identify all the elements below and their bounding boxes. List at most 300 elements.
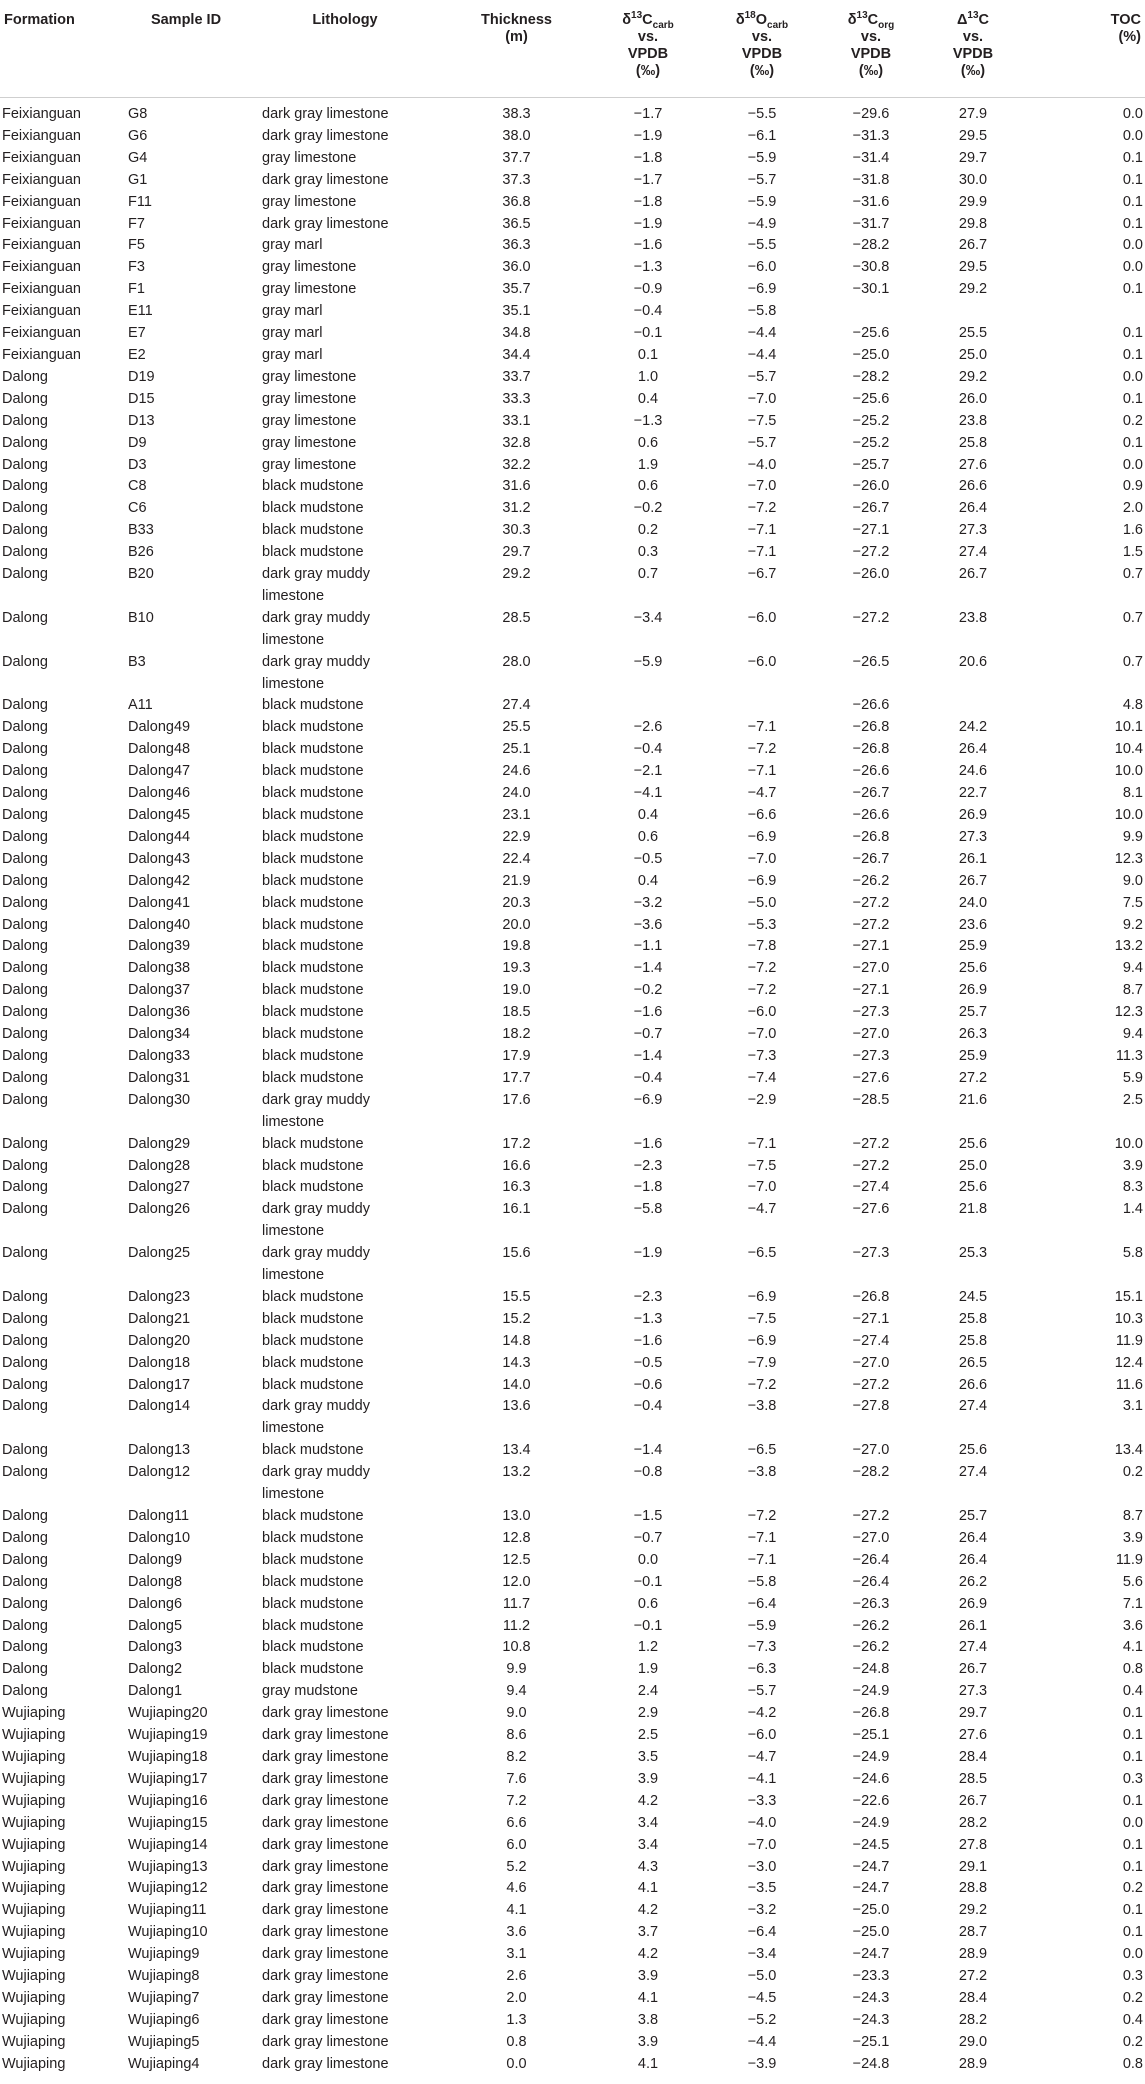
table-row	[0, 498, 1145, 520]
cell-toc: 12.3	[1114, 1004, 1143, 1021]
table-row	[0, 849, 1145, 871]
cell-formation: Dalong	[2, 916, 48, 933]
table-row	[0, 1309, 1145, 1331]
table-row	[0, 235, 1145, 257]
cell-d13c-carb: −2.1	[633, 763, 663, 780]
cell-d18o-carb: −7.3	[747, 1639, 777, 1656]
cell-d18o-carb: −6.9	[747, 281, 777, 298]
cell-formation: Wujiaping	[2, 1814, 66, 1831]
cell-toc: 3.9	[1122, 1157, 1143, 1174]
lithology-text: dark gray muddy limestone	[262, 1091, 370, 1130]
header-d18o-carb-line3: VPDB	[741, 46, 783, 62]
cell-d13c-carb: 4.3	[637, 1858, 659, 1875]
cell-lithology	[246, 1944, 444, 1966]
cell-thickness: 37.7	[502, 149, 531, 166]
header-cap-delta-line3: VPDB	[952, 46, 994, 62]
cell-d13c-carb: 3.7	[637, 1924, 659, 1941]
cell-formation: Wujiaping	[2, 1858, 66, 1875]
lithology-text: black mudstone	[262, 1069, 364, 1086]
cell-lithology	[246, 367, 444, 389]
cell-cap-delta-13c: 25.0	[958, 1157, 988, 1174]
table-row	[0, 1966, 1145, 1988]
cell-cap-delta-13c: 26.2	[958, 1573, 988, 1590]
cell-d18o-carb: −7.2	[747, 960, 777, 977]
table-row	[0, 1681, 1145, 1703]
cell-d18o-carb: −7.0	[747, 390, 777, 407]
cell-thickness: 31.2	[502, 500, 531, 517]
cell-toc: 0.2	[1122, 2033, 1143, 2050]
cell-d13c-carb: −0.9	[633, 281, 663, 298]
cell-toc: 1.6	[1122, 522, 1143, 539]
lithology-text: dark gray limestone	[262, 1748, 389, 1765]
lithology-text: black mudstone	[262, 1617, 364, 1634]
cell-d18o-carb: −5.9	[747, 149, 777, 166]
cell-cap-delta-13c: 25.8	[958, 1332, 988, 1349]
cell-cap-delta-13c: 25.8	[958, 1310, 988, 1327]
cell-thickness: 13.4	[502, 1442, 531, 1459]
cell-formation: Dalong	[2, 522, 48, 539]
table-row	[0, 170, 1145, 192]
cell-lithology	[246, 1506, 444, 1528]
cell-d13c-carb: 4.1	[637, 1880, 659, 1897]
table-row	[0, 1046, 1145, 1068]
cell-sample-id: Wujiaping19	[128, 1727, 208, 1744]
cell-d18o-carb: −5.7	[747, 1683, 777, 1700]
cell-d13c-carb: −1.3	[633, 259, 663, 276]
cell-d13c-carb: −1.6	[633, 237, 663, 254]
cell-cap-delta-13c: 27.6	[958, 1727, 988, 1744]
cell-d18o-carb: −7.2	[747, 1376, 777, 1393]
cell-formation: Dalong	[2, 1508, 48, 1524]
lithology-text: gray mudstone	[262, 1683, 358, 1700]
cell-thickness: 4.6	[506, 1880, 527, 1897]
cell-d13c-carb: −1.9	[633, 127, 663, 144]
cell-d13c-carb: −1.6	[633, 1135, 663, 1152]
cell-thickness: 22.4	[502, 850, 531, 867]
cell-formation: Wujiaping	[2, 1989, 66, 2006]
cell-toc: 10.0	[1114, 1135, 1143, 1152]
cell-thickness: 12.5	[502, 1551, 531, 1568]
cell-d13c-org: −25.0	[852, 346, 890, 363]
cell-formation: Wujiaping	[2, 1705, 66, 1722]
header-d13c-org	[817, 0, 925, 98]
cell-toc: 0.2	[1122, 1989, 1143, 2006]
cell-d13c-carb: 3.9	[637, 2033, 659, 2050]
cell-toc: 7.5	[1122, 894, 1143, 911]
cell-cap-delta-13c: 26.9	[958, 982, 988, 999]
table-row	[0, 717, 1145, 739]
cell-thickness: 19.0	[502, 982, 531, 999]
cell-d13c-carb: 3.9	[637, 1770, 659, 1787]
cell-sample-id: Dalong49	[128, 719, 191, 736]
cell-d13c-org: −26.7	[852, 500, 890, 517]
cell-d13c-org: −27.2	[852, 1508, 890, 1524]
cell-d18o-carb: −6.0	[747, 653, 777, 670]
table-row	[0, 980, 1145, 1002]
cell-d13c-carb: −0.6	[633, 1376, 663, 1393]
table-row	[0, 1988, 1145, 2010]
cell-d13c-carb: 0.4	[637, 872, 659, 889]
cell-d18o-carb: −3.2	[747, 1902, 777, 1919]
lithology-text: black mudstone	[262, 1332, 364, 1349]
cell-d13c-org: −26.4	[852, 1573, 890, 1590]
cell-lithology	[246, 455, 444, 477]
cell-lithology	[246, 2032, 444, 2054]
cell-toc: 12.3	[1114, 850, 1143, 867]
cell-d18o-carb: −5.7	[747, 171, 777, 188]
cell-thickness: 8.2	[506, 1748, 527, 1765]
cell-cap-delta-13c: 27.3	[958, 1683, 988, 1700]
cell-cap-delta-13c: 28.4	[958, 1748, 988, 1765]
cell-thickness: 12.8	[502, 1529, 531, 1546]
cell-d13c-org: −31.3	[852, 127, 890, 144]
cell-sample-id: Dalong31	[128, 1069, 191, 1086]
cell-d18o-carb: −6.0	[747, 1004, 777, 1021]
cell-cap-delta-13c: 24.0	[958, 894, 988, 911]
cell-thickness: 25.5	[502, 719, 531, 736]
cell-sample-id: Dalong13	[128, 1442, 191, 1459]
header-cap-delta-line2: vs.	[962, 29, 984, 45]
lithology-text: black mudstone	[262, 938, 364, 955]
lithology-text: dark gray limestone	[262, 1705, 389, 1722]
cell-lithology	[246, 1440, 444, 1462]
cell-d13c-org: −26.2	[852, 1617, 890, 1634]
cell-d13c-carb: −0.4	[633, 741, 663, 758]
cell-cap-delta-13c: 27.4	[958, 1639, 988, 1656]
cell-d13c-org: −24.3	[852, 2011, 890, 2028]
cell-thickness: 17.2	[502, 1135, 531, 1152]
cell-d13c-carb: 1.9	[637, 1661, 659, 1678]
cell-formation: Dalong	[2, 1135, 48, 1152]
cell-d18o-carb: −2.9	[747, 1091, 777, 1108]
cell-toc: 0.8	[1122, 2055, 1143, 2072]
cell-d13c-org: −24.9	[852, 1748, 890, 1765]
cell-toc: 0.1	[1122, 346, 1143, 363]
cell-d13c-carb: 0.6	[637, 434, 659, 451]
cell-formation: Dalong	[2, 1201, 48, 1218]
lithology-text: black mudstone	[262, 1288, 364, 1305]
cell-lithology	[246, 1331, 444, 1353]
cell-d13c-org: −26.8	[852, 1705, 890, 1722]
table-row	[0, 1813, 1145, 1835]
cell-d18o-carb: −6.4	[747, 1595, 777, 1612]
cell-formation: Dalong	[2, 478, 48, 495]
cell-d13c-org: −31.4	[852, 149, 890, 166]
lithology-text: black mudstone	[262, 1661, 364, 1678]
cell-lithology	[246, 1703, 444, 1725]
cell-toc: 10.0	[1114, 763, 1143, 780]
cell-lithology	[246, 1134, 444, 1156]
cell-formation: Dalong	[2, 544, 48, 561]
cell-d13c-carb: 2.5	[637, 1727, 659, 1744]
cell-lithology	[246, 126, 444, 148]
cell-formation: Wujiaping	[2, 1748, 66, 1765]
header-d18o-carb-symbol: $\delta^{18}O_{carb}$	[735, 10, 789, 31]
cell-thickness: 12.0	[502, 1573, 531, 1590]
cell-d18o-carb: −6.4	[747, 1924, 777, 1941]
lithology-text: dark gray limestone	[262, 1727, 389, 1744]
cell-thickness: 13.0	[502, 1508, 531, 1524]
cell-thickness: 13.6	[502, 1398, 531, 1415]
lithology-text: black mudstone	[262, 1135, 364, 1152]
cell-sample-id: Dalong2	[128, 1661, 183, 1678]
cell-formation: Feixianguan	[2, 149, 81, 166]
cell-d18o-carb: −7.2	[747, 741, 777, 758]
cell-d18o-carb: −7.3	[747, 1047, 777, 1064]
cell-sample-id: Dalong34	[128, 1026, 191, 1043]
cell-thickness: 19.3	[502, 960, 531, 977]
cell-thickness: 17.7	[502, 1069, 531, 1086]
cell-cap-delta-13c: 20.6	[958, 653, 988, 670]
cell-sample-id: B26	[128, 544, 154, 561]
cell-d18o-carb: −5.5	[747, 237, 777, 254]
cell-sample-id: Dalong42	[128, 872, 191, 889]
lithology-text: dark gray limestone	[262, 1858, 389, 1875]
cell-lithology	[246, 192, 444, 214]
cell-thickness: 9.0	[506, 1705, 527, 1722]
cell-lithology	[246, 761, 444, 783]
cell-d13c-org: −30.8	[852, 259, 890, 276]
cell-sample-id: Dalong44	[128, 828, 191, 845]
cell-formation: Feixianguan	[2, 259, 81, 276]
lithology-text: black mudstone	[262, 1529, 364, 1546]
cell-d18o-carb: −4.4	[747, 2033, 777, 2050]
cell-sample-id: F5	[128, 237, 145, 254]
cell-formation: Wujiaping	[2, 1836, 66, 1853]
cell-toc: 0.0	[1122, 237, 1143, 254]
cell-formation: Wujiaping	[2, 1770, 66, 1787]
table-row	[0, 1900, 1145, 1922]
cell-toc: 0.1	[1122, 281, 1143, 298]
cell-d13c-org: −28.2	[852, 1464, 890, 1481]
cell-d13c-org: −28.5	[852, 1091, 890, 1108]
lithology-text: gray limestone	[262, 193, 357, 210]
cell-cap-delta-13c: 23.8	[958, 412, 988, 429]
cell-thickness: 18.5	[502, 1004, 531, 1021]
cell-d13c-org: −26.8	[852, 828, 890, 845]
cell-sample-id: Dalong20	[128, 1332, 191, 1349]
cell-formation: Dalong	[2, 1157, 48, 1174]
cell-d18o-carb: −4.0	[747, 1814, 777, 1831]
cell-thickness: 34.4	[502, 346, 531, 363]
cell-sample-id: Wujiaping17	[128, 1770, 208, 1787]
cell-toc: 1.4	[1122, 1201, 1143, 1218]
cell-d13c-org: −27.1	[852, 522, 890, 539]
cell-sample-id: B10	[128, 609, 154, 626]
table-row	[0, 1550, 1145, 1572]
cell-formation: Dalong	[2, 828, 48, 845]
cell-d18o-carb: −7.1	[747, 763, 777, 780]
cell-formation: Dalong	[2, 1091, 48, 1108]
cell-sample-id: D15	[128, 390, 155, 407]
cell-sample-id: Wujiaping16	[128, 1792, 208, 1809]
lithology-text: black mudstone	[262, 697, 364, 714]
cell-toc: 0.0	[1122, 259, 1143, 276]
cell-lithology	[246, 98, 444, 126]
cell-d13c-org: −26.5	[852, 653, 890, 670]
cell-d13c-org: −31.7	[852, 215, 890, 232]
cell-d13c-carb: −1.4	[633, 1047, 663, 1064]
lithology-text: black mudstone	[262, 1354, 364, 1371]
cell-lithology	[246, 1966, 444, 1988]
cell-cap-delta-13c: 27.2	[958, 1968, 988, 1985]
cell-d13c-carb: −0.7	[633, 1026, 663, 1043]
cell-toc: 0.1	[1122, 1727, 1143, 1744]
lithology-text: gray limestone	[262, 149, 357, 166]
cell-thickness: 21.9	[502, 872, 531, 889]
cell-d13c-carb: 0.7	[637, 566, 659, 583]
cell-thickness: 20.0	[502, 916, 531, 933]
cell-d18o-carb: −4.9	[747, 215, 777, 232]
cell-sample-id: Dalong9	[128, 1551, 183, 1568]
cell-sample-id: G1	[128, 171, 148, 188]
cell-d18o-carb: −5.9	[747, 1617, 777, 1634]
header-d13c-org-line2: vs.	[860, 29, 882, 45]
cell-d13c-org: −26.2	[852, 872, 890, 889]
cell-d18o-carb: −6.9	[747, 1332, 777, 1349]
cell-lithology	[246, 1725, 444, 1747]
cell-d13c-carb: 0.2	[637, 522, 659, 539]
cell-formation: Dalong	[2, 1661, 48, 1678]
table-row	[0, 1637, 1145, 1659]
cell-d18o-carb: −6.0	[747, 609, 777, 626]
cell-sample-id: F1	[128, 281, 145, 298]
lithology-text: dark gray muddy limestone	[262, 1464, 370, 1503]
cell-d13c-org: −27.3	[852, 1047, 890, 1064]
cell-d13c-carb: −5.9	[633, 653, 663, 670]
header-thickness	[444, 0, 589, 98]
cell-d13c-carb: 4.1	[637, 1989, 659, 2006]
cell-toc: 1.5	[1122, 544, 1143, 561]
cell-d18o-carb: −6.7	[747, 566, 777, 583]
cell-cap-delta-13c: 28.9	[958, 1946, 988, 1963]
cell-d18o-carb: −7.0	[747, 850, 777, 867]
cell-toc	[1021, 301, 1145, 323]
cell-d18o-carb: −5.8	[747, 303, 777, 320]
cell-d18o-carb: −7.0	[747, 1179, 777, 1196]
cell-cap-delta-13c: 25.3	[958, 1245, 988, 1262]
cell-d13c-carb: 1.9	[637, 456, 659, 473]
cell-d13c-org: −26.8	[852, 1288, 890, 1305]
cell-toc: 0.0	[1122, 1814, 1143, 1831]
cell-d13c-org: −24.3	[852, 1989, 890, 2006]
cell-d13c-org: −26.7	[852, 850, 890, 867]
lithology-text: dark gray muddy limestone	[262, 566, 370, 604]
cell-sample-id: B3	[128, 653, 146, 670]
cell-d13c-org: −27.1	[852, 1310, 890, 1327]
cell-sample-id: F7	[128, 215, 145, 232]
cell-d13c-org: −24.8	[852, 2055, 890, 2072]
cell-cap-delta-13c: 29.2	[958, 368, 988, 385]
cell-sample-id: F11	[128, 193, 152, 210]
cell-thickness: 3.6	[506, 1924, 527, 1941]
cell-d13c-org: −25.0	[852, 1924, 890, 1941]
cell-d18o-carb: −6.1	[747, 127, 777, 144]
lithology-text: gray limestone	[262, 390, 357, 407]
cell-d18o-carb: −7.1	[747, 1529, 777, 1546]
cell-lithology	[246, 871, 444, 893]
cell-d18o-carb: −6.6	[747, 807, 777, 823]
cell-d13c-carb: −1.3	[633, 412, 663, 429]
cell-d18o-carb: −7.0	[747, 1026, 777, 1043]
cell-cap-delta-13c: 26.1	[958, 850, 988, 867]
cell-d18o-carb: −7.1	[747, 544, 777, 561]
cell-lithology	[246, 2010, 444, 2032]
lithology-text: dark gray limestone	[262, 171, 389, 188]
lithology-text: gray marl	[262, 346, 323, 363]
cell-d13c-org: −27.1	[852, 938, 890, 955]
cell-formation: Dalong	[2, 1354, 48, 1371]
cell-thickness: 11.2	[502, 1617, 531, 1634]
cell-d18o-carb: −3.4	[747, 1946, 777, 1963]
cell-toc: 0.4	[1122, 1683, 1143, 1700]
table-row	[0, 1002, 1145, 1024]
cell-d13c-org: −26.7	[852, 785, 890, 802]
lithology-text: gray limestone	[262, 456, 357, 473]
cell-d13c-carb: 0.4	[637, 807, 659, 823]
lithology-text: dark gray limestone	[262, 1968, 389, 1985]
cell-cap-delta-13c: 28.2	[958, 2011, 988, 2028]
cell-toc: 0.1	[1122, 1792, 1143, 1809]
cell-formation: Feixianguan	[2, 346, 81, 363]
cell-toc: 0.2	[1122, 412, 1143, 429]
cell-sample-id: Dalong26	[128, 1201, 191, 1218]
lithology-text: dark gray limestone	[262, 1989, 389, 2006]
lithology-text: black mudstone	[262, 1004, 364, 1021]
lithology-text: black mudstone	[262, 1639, 364, 1656]
cell-sample-id: Wujiaping8	[128, 1968, 200, 1985]
cell-formation: Wujiaping	[2, 1792, 66, 1809]
cell-thickness: 8.6	[506, 1727, 527, 1744]
cell-lithology	[246, 893, 444, 915]
cell-formation: Dalong	[2, 609, 48, 626]
cell-lithology	[246, 1068, 444, 1090]
cell-sample-id: G8	[128, 106, 148, 122]
table-row	[0, 783, 1145, 805]
cell-thickness: 28.5	[502, 609, 531, 626]
cell-toc: 0.1	[1122, 1836, 1143, 1853]
cell-lithology	[246, 915, 444, 937]
cell-toc: 8.7	[1122, 1508, 1143, 1524]
cell-toc: 8.3	[1122, 1179, 1143, 1196]
cell-toc: 2.5	[1122, 1091, 1143, 1108]
cell-cap-delta-13c: 29.0	[958, 2033, 988, 2050]
cell-lithology	[246, 520, 444, 542]
cell-thickness: 11.7	[502, 1595, 531, 1612]
cell-formation: Feixianguan	[2, 171, 81, 188]
cell-d18o-carb: −5.7	[747, 368, 777, 385]
cell-d13c-carb: −0.1	[633, 1573, 663, 1590]
cell-d13c-carb: −1.8	[633, 193, 663, 210]
cell-sample-id: Dalong21	[128, 1310, 191, 1327]
cell-d13c-carb: −1.8	[633, 1179, 663, 1196]
cell-d13c-carb: −1.6	[633, 1004, 663, 1021]
cell-d13c-org: −22.6	[852, 1792, 890, 1809]
cell-d13c-carb: −2.3	[633, 1288, 663, 1305]
cell-thickness: 1.3	[506, 2011, 527, 2028]
header-d13c-carb	[589, 0, 707, 98]
cell-lithology	[246, 652, 444, 696]
cell-d18o-carb: −6.9	[747, 872, 777, 889]
table-row	[0, 608, 1145, 652]
cell-thickness: 32.8	[502, 434, 531, 451]
cell-cap-delta-13c: 21.6	[958, 1091, 988, 1108]
cell-d13c-carb: −6.9	[633, 1091, 663, 1108]
cell-cap-delta-13c: 26.4	[958, 741, 988, 758]
cell-formation: Dalong	[2, 719, 48, 736]
cell-sample-id: D3	[128, 456, 147, 473]
cell-sample-id: Dalong38	[128, 960, 191, 977]
